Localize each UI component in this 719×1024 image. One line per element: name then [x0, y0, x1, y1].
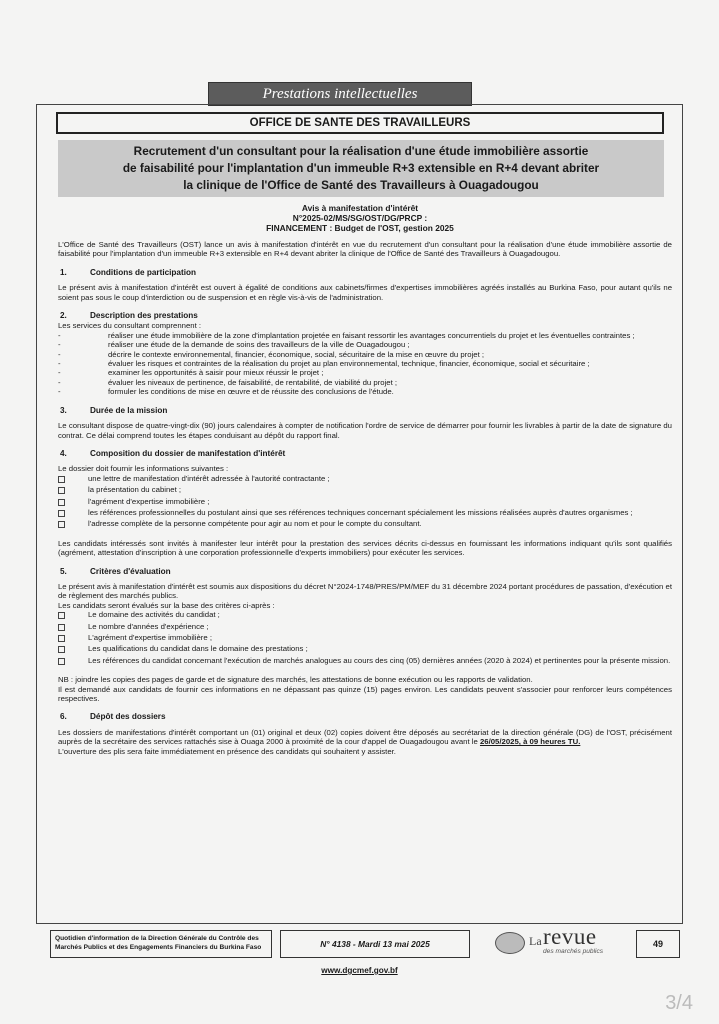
page-indicator: 3/4	[665, 992, 693, 1014]
section-number: 6.	[60, 712, 67, 722]
title-line: la clinique de l'Office de Santé des Travailleurs à Ouagadougou	[183, 178, 539, 192]
section-title: Critères d'évaluation	[90, 566, 171, 576]
section-heading	[58, 268, 672, 277]
section-lead: Les candidats seront évalués sur la base des critères ci-après :	[58, 600, 275, 610]
list-item-text: l'adresse complète de la personne compétente pour agir au nom et pour le compte du consultant.	[88, 519, 422, 529]
list-item	[58, 485, 672, 496]
list-item-text: Le domaine des activités du candidat ;	[88, 610, 220, 620]
list-item-text: évaluer les niveaux de pertinence, de faisabilité, de rentabilité, de viabilité du projet ;	[108, 377, 398, 387]
section-title: Dépôt des dossiers	[90, 712, 166, 722]
deadline-text: 26/05/2025, à 09 heures TU.	[479, 737, 581, 747]
deposit-text: Les dossiers de manifestations d'intérêt comportant un (01) original et deux (02) copies doivent être déposés au secrétariat de la direction générale (DG) de l'OST, précisément auprès de la secrétaire des services rattachés sise à Ouaga 2000 à proximité de la cour d'appel de Ouagadougou avant le	[58, 727, 672, 747]
section-paragraph: Le présent avis à manifestation d'intérêt est soumis aux dispositions du décret N°2024-1748/PRES/PM/MEF du 31 décembre 2024 portant procédures de passation, d'exécution et de règlement des marchés publics.	[58, 581, 672, 601]
avis-number: N°2025-02/MS/SG/OST/DG/PRCP :	[292, 213, 428, 223]
section-number: 3.	[60, 405, 67, 415]
checkbox-square-icon	[58, 499, 65, 506]
section-title: Durée de la mission	[90, 405, 168, 415]
list-item: - réaliser une étude de la demande de soins des travailleurs de la ville de Ouagadougou ;	[58, 340, 410, 350]
checkbox-square-icon	[58, 646, 65, 653]
list-item-text: Les qualifications du candidat dans le domaine des prestations ;	[88, 644, 308, 654]
list-item	[58, 622, 672, 633]
list-item-text: l'agrément d'expertise immobilière ;	[88, 496, 210, 506]
section-number: 2.	[60, 311, 67, 321]
list-item-text: formuler les conditions de mise en œuvre et de réussite des conclusions de l'étude.	[108, 387, 394, 397]
website-link[interactable]: www.dgcmef.gov.bf	[321, 966, 398, 975]
list-item-text: examiner les opportunités à saisir pour mieux réussir le projet ;	[108, 368, 324, 378]
section-lead: Les services du consultant comprennent :	[58, 321, 202, 331]
logo-revue-text: revue	[543, 924, 597, 949]
checkbox-square-icon	[58, 521, 65, 528]
list-item	[58, 497, 672, 508]
list-item: - formuler les conditions de mise en œuvre et de réussite des conclusions de l'étude.	[58, 387, 394, 397]
section-heading	[58, 449, 672, 458]
publication-description: Quotidien d'information de la Direction Générale du Contrôle des Marchés Publics et des Engagements Financiers du Burkina Faso	[50, 930, 272, 958]
section-paragraph: L'ouverture des plis sera faite immédiatement en présence des candidats qui souhaitent y assister.	[58, 746, 396, 756]
list-item-text: réaliser une étude de la demande de soins des travailleurs de la ville de Ouagadougou ;	[108, 340, 410, 350]
list-item: - réaliser une étude immobilière de la zone d'implantation projetée en faisant ressortir les avantages concurrentiels du projet et les éventuelles contraintes ;	[58, 330, 635, 340]
title-line: de faisabilité pour l'implantation d'un immeuble R+3 extensible en R+4 devant abriter	[122, 161, 600, 175]
list-item-text: réaliser une étude immobilière de la zone d'implantation projetée en faisant ressortir les avantages concurrentiels du projet et les éventuelles contraintes ;	[108, 330, 635, 340]
list-item-text: Les références du candidat concernant l'exécution de marchés analogues au cours des cinq (05) dernières années (2020 à 2024) et pertinentes pour la présente mission.	[88, 655, 671, 665]
checkbox-square-icon	[58, 624, 65, 631]
list-item	[58, 519, 672, 530]
list-item-text: décrire le contexte environnemental, financier, économique, social, sécuritaire de la mise en œuvre du projet ;	[108, 349, 485, 359]
list-item	[58, 633, 672, 644]
rubric-banner: Prestations intellectuelles	[208, 82, 472, 106]
section-paragraph: Le présent avis à manifestation d'intérêt est ouvert à égalité de conditions aux cabinets/firmes d'expertises immobilières agréés installés au Burkina Faso, pour autant qu'ils ne soient pas sous le coup d'interdiction ou de suspension et en règle vis-à-vis de l'administration.	[58, 283, 672, 302]
page-footer	[50, 924, 680, 960]
list-item	[58, 474, 672, 485]
section-number: 5.	[60, 566, 67, 576]
list-item: - évaluer les risques et contraintes de la réalisation du projet au plan environnemental, technique, financier, économique, social et sécuritaire ;	[58, 359, 590, 369]
checkbox-square-icon	[58, 487, 65, 494]
list-item-text: Le nombre d'années d'expérience ;	[88, 621, 209, 631]
section-number: 4.	[60, 448, 67, 458]
list-item-text: la présentation du cabinet ;	[88, 485, 182, 495]
list-item: - examiner les opportunités à saisir pour mieux réussir le projet ;	[58, 368, 324, 378]
logo-la-text: La	[529, 934, 542, 948]
list-item-text: L'agrément d'expertise immobilière ;	[88, 633, 212, 642]
section-number: 1.	[60, 267, 67, 277]
section-heading	[58, 567, 672, 576]
section-paragraph: Il est demandé aux candidats de fournir ces informations en ne dépassant pas quinze (15) pages environ. Les candidats peuvent s'associer pour renforcer leurs compétences respectives.	[58, 684, 672, 704]
logo-subtitle: des marchés publics	[543, 948, 604, 955]
list-item: - décrire le contexte environnemental, financier, économique, social, sécuritaire de la mise en œuvre du projet ;	[58, 349, 485, 359]
list-item-text: une lettre de manifestation d'intérêt adressée à l'autorité contractante ;	[88, 473, 330, 483]
checkbox-square-icon	[58, 635, 65, 642]
notice-title	[58, 140, 664, 197]
section-heading	[58, 311, 672, 320]
page-number: 49	[636, 930, 680, 958]
section-title: Description des prestations	[90, 311, 198, 321]
checkbox-square-icon	[58, 476, 65, 483]
list-item	[58, 508, 672, 519]
nb-paragraph: NB : joindre les copies des pages de garde et de signature des marchés, les attestations de bonne exécution ou les rapports de validation.	[58, 675, 533, 685]
section-paragraph: Les candidats intéressés sont invités à manifester leur intérêt pour la prestation des services décrits ci-dessus en fournissant les informations indiquant qu'ils sont qualifiés (agrément, attestation d'inscription à une corporation professionnelle d'experts immobiliers) pour exécuter les services.	[58, 538, 672, 558]
section-heading	[58, 712, 672, 721]
section-lead: Le dossier doit fournir les informations suivantes :	[58, 464, 229, 474]
notice-reference	[200, 203, 520, 233]
list-item: - évaluer les niveaux de pertinence, de faisabilité, de rentabilité, de viabilité du projet ;	[58, 377, 398, 387]
list-item-text: les références professionnelles du postulant ainsi que ses références techniques concernant spécialement les missions réalisées auprès d'autres organismes ;	[88, 507, 633, 517]
notice-body	[58, 240, 672, 756]
list-item	[58, 644, 672, 655]
checkbox-square-icon	[58, 612, 65, 619]
section-paragraph	[58, 728, 672, 747]
section-paragraph: Le consultant dispose de quatre-vingt-dix (90) jours calendaires à compter de notification l'ordre de service de démarrer pour fournir les livrables à partir de la date de signature du contrat. Ce délai comprend toutes les étapes conduisant au dépôt du rapport final.	[58, 421, 672, 440]
emblem-icon	[495, 932, 525, 954]
section-title: Conditions de participation	[90, 267, 196, 277]
section-title: Composition du dossier de manifestation d'intérêt	[90, 448, 286, 458]
office-heading: OFFICE DE SANTE DES TRAVAILLEURS	[56, 112, 664, 134]
revue-logo	[495, 926, 645, 960]
checkbox-square-icon	[58, 658, 65, 665]
avis-financing: FINANCEMENT : Budget de l'OST, gestion 2025	[266, 223, 454, 233]
list-item	[58, 610, 672, 621]
title-line: Recrutement d'un consultant pour la réalisation d'une étude immobilière assortie	[133, 144, 589, 158]
section-heading	[58, 406, 672, 415]
intro-paragraph: L'Office de Santé des Travailleurs (OST) lance un avis à manifestation d'intérêt en vue du recrutement d'un consultant pour la réalisation d'une étude immobilière assortie de faisabilité pour l'implantation d'un immeuble R+3 extensible en R+4 devant abriter la clinique de l'Office de Santé des Travailleurs à Ouagadougou.	[58, 240, 672, 259]
issue-number: N° 4138 - Mardi 13 mai 2025	[280, 930, 470, 958]
checkbox-square-icon	[58, 510, 65, 517]
list-item-text: évaluer les risques et contraintes de la réalisation du projet au plan environnemental, technique, financier, économique, social et sécuritaire ;	[108, 359, 590, 369]
avis-type: Avis à manifestation d'intérêt	[301, 203, 419, 213]
list-item	[58, 656, 672, 667]
